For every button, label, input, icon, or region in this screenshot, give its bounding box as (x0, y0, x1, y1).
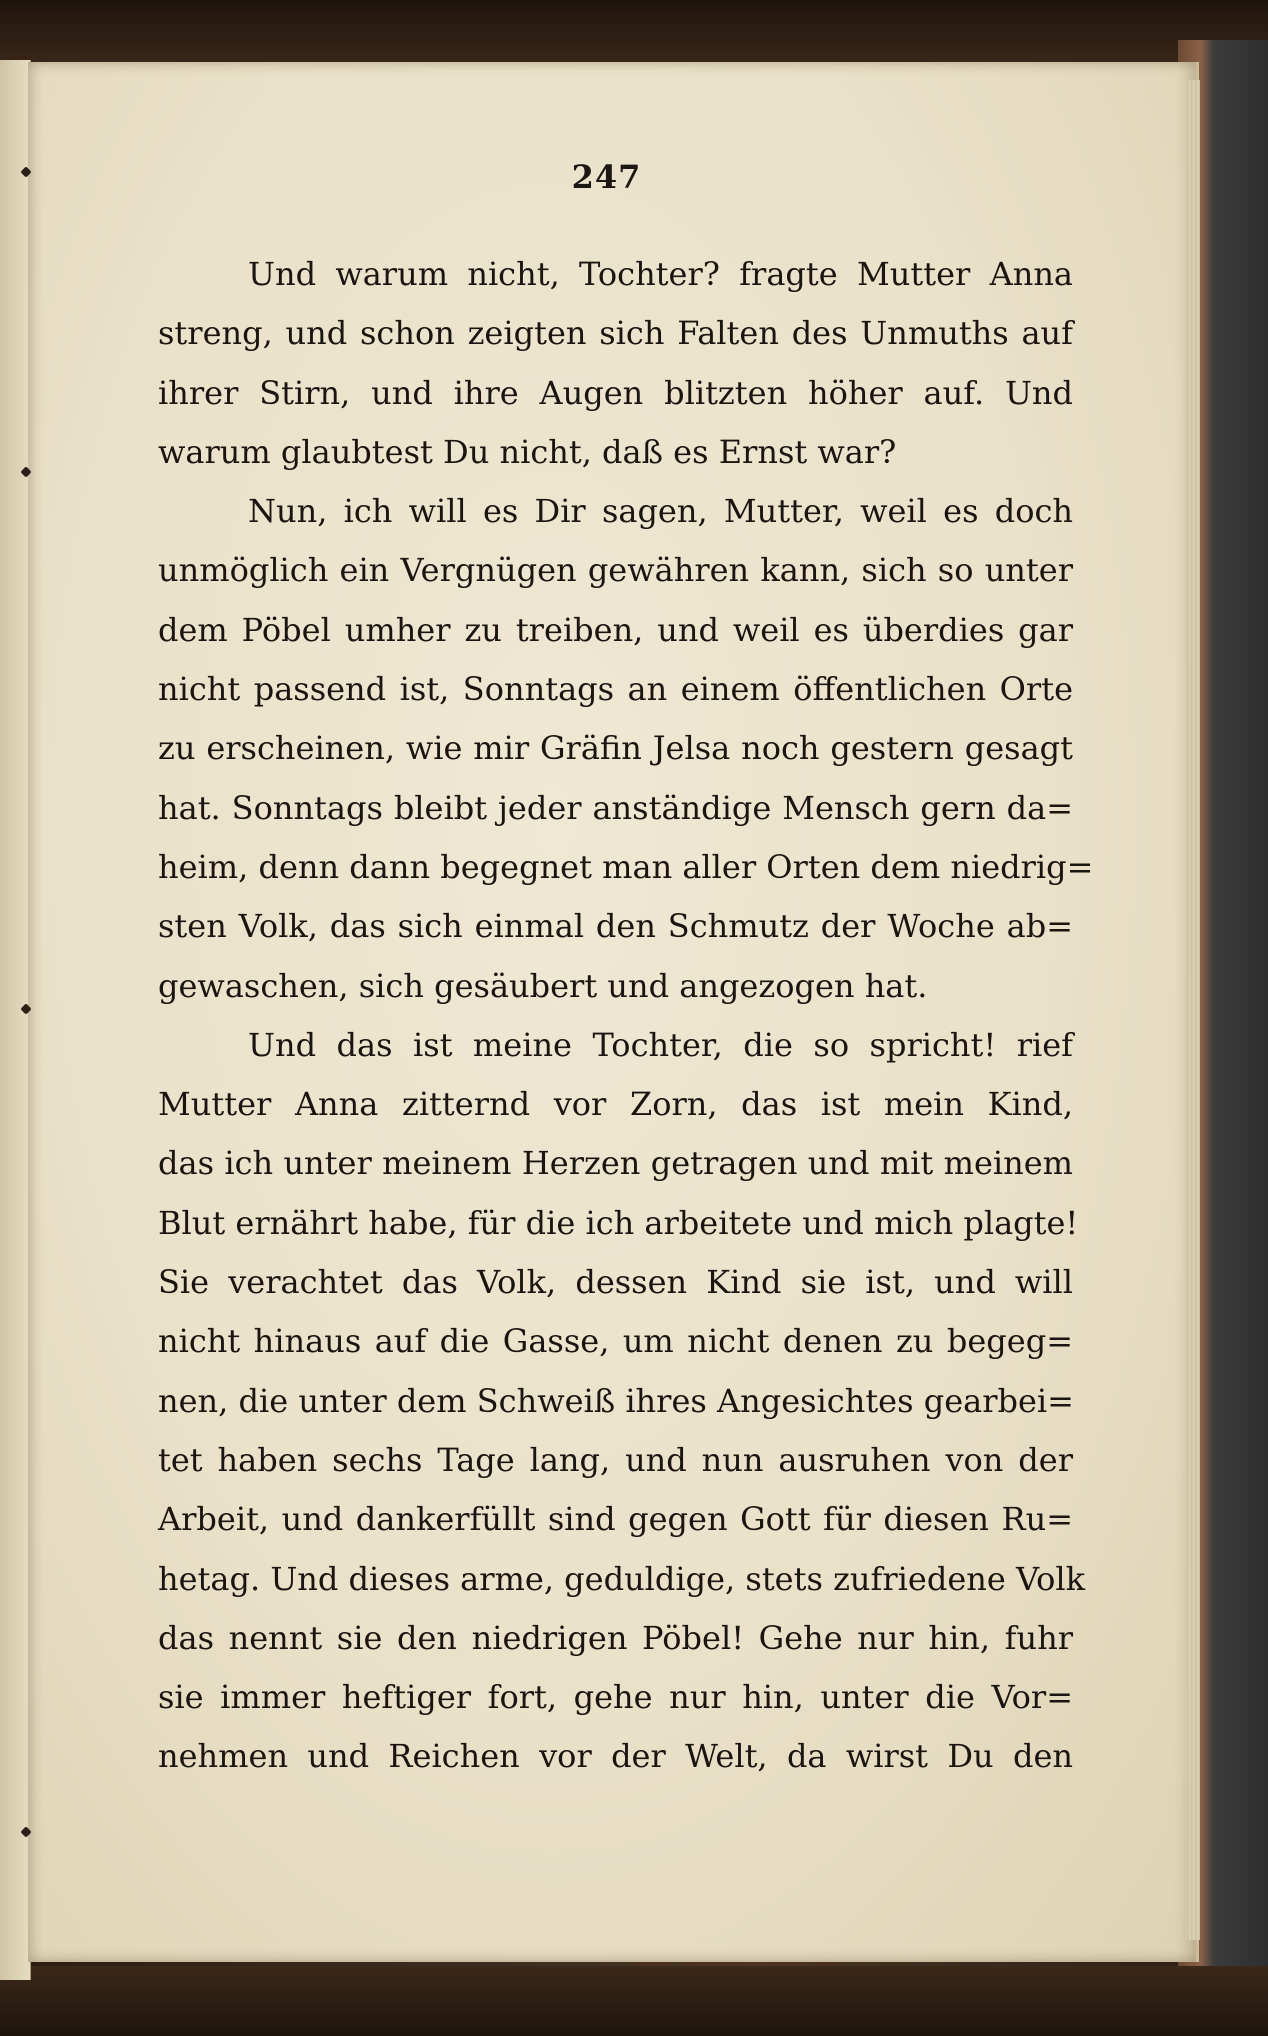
text-line: Und warum nicht, Tochter? fragte Mutter Anna (248, 255, 1073, 293)
text-line: das ich unter meinem Herzen getragen und mit meinem (158, 1144, 1073, 1183)
text-line: tet haben sechs Tage lang, und nun ausruhen von der (158, 1440, 1073, 1479)
book-cover-top-edge (0, 0, 1268, 70)
text-line: Arbeit, und dankerfüllt sind gegen Gott für diesen Ru= (158, 1500, 1073, 1539)
text-line: warum glaubtest Du nicht, daß es Ernst war? (158, 432, 897, 471)
text-line: Mutter Anna zitternd vor Zorn, das ist mein Kind, (158, 1085, 1073, 1124)
body-text (158, 245, 1094, 1787)
previous-page-edge (0, 60, 31, 1980)
text-line: Sie verachtet das Volk, dessen Kind sie ist, und will (158, 1263, 1073, 1302)
text-line: zu erscheinen, wie mir Gräfin Jelsa noch gestern gesagt (158, 729, 1073, 768)
text-line: nehmen und Reichen vor der Welt, da wirst Du den (158, 1737, 1073, 1776)
text-line: nen, die unter dem Schweiß ihres Angesichtes gearbei= (158, 1381, 1074, 1420)
text-line: heim, denn dann begegnet man aller Orten dem niedrig= (158, 847, 1094, 886)
text-line: Und das ist meine Tochter, die so spricht! rief (248, 1025, 1073, 1064)
text-line: Nun, ich will es Dir sagen, Mutter, weil es doch (248, 492, 1073, 531)
text-line: nicht passend ist, Sonntags an einem öffentlichen Orte (158, 670, 1073, 709)
book-cover-bottom-edge (0, 1966, 1268, 2036)
text-line: nicht hinaus auf die Gasse, um nicht denen zu begeg= (158, 1322, 1073, 1361)
text-line: ihrer Stirn, und ihre Augen blitzten höher auf. Und (158, 373, 1073, 412)
text-line: streng, und schon zeigten sich Falten des Unmuths auf (158, 314, 1073, 353)
text-line: unmöglich ein Vergnügen gewähren kann, sich so unter (158, 551, 1073, 590)
text-line: Blut ernährt habe, für die ich arbeitete und mich plagte! (158, 1203, 1079, 1242)
page-stack-edge (1186, 80, 1200, 1940)
text-line: hat. Sonntags bleibt jeder anständige Mensch gern da= (158, 788, 1073, 827)
text-line: sten Volk, das sich einmal den Schmutz der Woche ab= (158, 907, 1073, 946)
text-line: gewaschen, sich gesäubert und angezogen hat. (158, 966, 928, 1005)
text-line: sie immer heftiger fort, gehe nur hin, unter die Vor= (158, 1678, 1073, 1717)
text-line: das nennt sie den niedrigen Pöbel! Gehe nur hin, fuhr (158, 1618, 1073, 1657)
page-number: 247 (571, 158, 642, 196)
text-line: hetag. Und dieses arme, geduldige, stets zufriedene Volk (158, 1559, 1086, 1598)
text-line: dem Pöbel umher zu treiben, und weil es überdies gar (158, 610, 1073, 649)
